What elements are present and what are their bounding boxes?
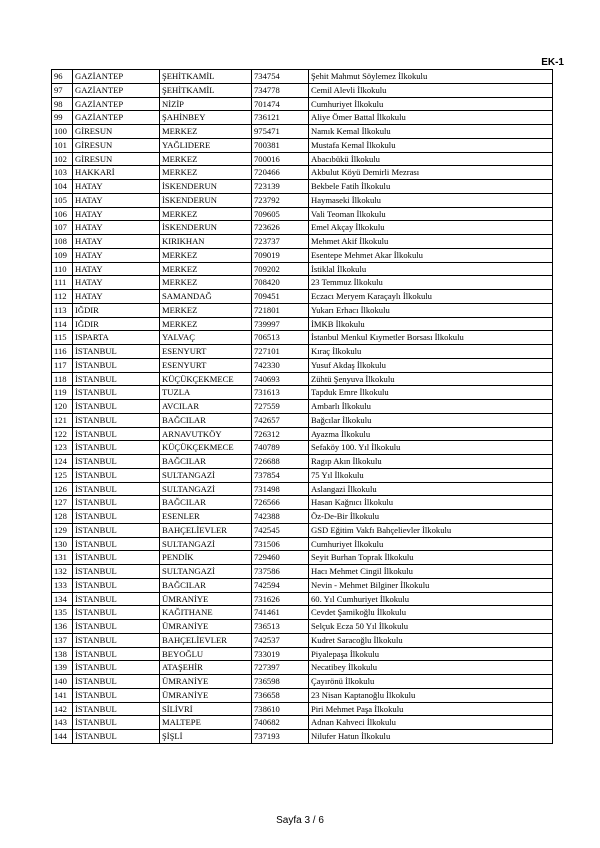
school-name-cell: Esentepe Mehmet Akar İlkokulu [309,248,553,262]
institution-code-cell: 742657 [252,413,309,427]
table-row [52,647,553,661]
school-name-cell: Emel Akçay İlkokulu [309,221,553,235]
province-cell: İSTANBUL [73,551,160,565]
province-cell: İSTANBUL [73,565,160,579]
row-number-cell: 143 [52,716,73,730]
province-cell: GİRESUN [73,138,160,152]
institution-code-cell: 729460 [252,551,309,565]
school-name-cell: Ragıp Akın İlkokulu [309,455,553,469]
school-name-cell: Kıraç İlkokulu [309,345,553,359]
province-cell: İSTANBUL [73,523,160,537]
district-cell: PENDİK [160,551,252,565]
table-row [52,578,553,592]
district-cell: İSKENDERUN [160,221,252,235]
school-name-cell: Yukarı Erhacı İlkokulu [309,303,553,317]
institution-code-cell: 720466 [252,166,309,180]
annex-label: EK-1 [541,57,564,68]
district-cell: SULTANGAZİ [160,565,252,579]
school-name-cell: Adnan Kahveci İlkokulu [309,716,553,730]
district-cell: SULTANGAZİ [160,537,252,551]
table-row [52,207,553,221]
row-number-cell: 115 [52,331,73,345]
table-row [52,276,553,290]
institution-code-cell: 727397 [252,661,309,675]
page-number: Sayfa 3 / 6 [276,815,324,826]
school-name-cell: Ayazma İlkokulu [309,427,553,441]
row-number-cell: 116 [52,345,73,359]
table-row [52,510,553,524]
school-name-cell: Nevin - Mehmet Bilginer İlkokulu [309,578,553,592]
school-name-cell: Tapduk Emre İlkokulu [309,386,553,400]
school-name-cell: Abacıbükü İlkokulu [309,152,553,166]
province-cell: İSTANBUL [73,441,160,455]
district-cell: MERKEZ [160,317,252,331]
province-cell: HATAY [73,207,160,221]
province-cell: İSTANBUL [73,675,160,689]
row-number-cell: 127 [52,496,73,510]
row-number-cell: 119 [52,386,73,400]
school-name-cell: Piri Mehmet Paşa İlkokulu [309,702,553,716]
school-name-cell: Öz-De-Bir İlkokulu [309,510,553,524]
school-name-cell: Vali Teoman İlkokulu [309,207,553,221]
district-cell: MERKEZ [160,125,252,139]
school-name-cell: Aliye Ömer Battal İlkokulu [309,111,553,125]
province-cell: İSTANBUL [73,372,160,386]
table-row [52,427,553,441]
table-row [52,70,553,84]
table-row [52,441,553,455]
row-number-cell: 96 [52,70,73,84]
province-cell: ISPARTA [73,331,160,345]
table-row [52,523,553,537]
row-number-cell: 103 [52,166,73,180]
province-cell: GAZİANTEP [73,111,160,125]
district-cell: ÜMRANİYE [160,592,252,606]
institution-code-cell: 709451 [252,290,309,304]
institution-code-cell: 734778 [252,83,309,97]
school-name-cell: Hasan Kağnıcı İlkokulu [309,496,553,510]
table-row [52,592,553,606]
school-name-cell: Necatibey İlkokulu [309,661,553,675]
table-row [52,633,553,647]
row-number-cell: 138 [52,647,73,661]
province-cell: İSTANBUL [73,468,160,482]
row-number-cell: 99 [52,111,73,125]
row-number-cell: 125 [52,468,73,482]
table-row [52,290,553,304]
table-row [52,386,553,400]
table-row [52,455,553,469]
table-row [52,716,553,730]
institution-code-cell: 740682 [252,716,309,730]
institution-code-cell: 723737 [252,235,309,249]
district-cell: YALVAÇ [160,331,252,345]
district-cell: ESENLER [160,510,252,524]
row-number-cell: 101 [52,138,73,152]
district-cell: KÜÇÜKÇEKMECE [160,441,252,455]
table-row [52,675,553,689]
district-cell: SULTANGAZİ [160,468,252,482]
table-row [52,620,553,634]
row-number-cell: 128 [52,510,73,524]
institution-code-cell: 740693 [252,372,309,386]
school-name-cell: Seyit Burhan Toprak İlkokulu [309,551,553,565]
district-cell: TUZLA [160,386,252,400]
province-cell: IĞDIR [73,303,160,317]
institution-code-cell: 727559 [252,400,309,414]
school-name-cell: 60. Yıl Cumhuriyet İlkokulu [309,592,553,606]
row-number-cell: 117 [52,358,73,372]
district-cell: ŞEHİTKAMİL [160,83,252,97]
district-cell: AVCILAR [160,400,252,414]
district-cell: İSKENDERUN [160,180,252,194]
district-cell: ESENYURT [160,358,252,372]
district-cell: ŞEHİTKAMİL [160,70,252,84]
row-number-cell: 98 [52,97,73,111]
table-row [52,221,553,235]
school-name-cell: GSD Eğitim Vakfı Bahçelievler İlkokulu [309,523,553,537]
institution-code-cell: 742537 [252,633,309,647]
table-row [52,83,553,97]
row-number-cell: 130 [52,537,73,551]
province-cell: İSTANBUL [73,661,160,675]
table-row [52,702,553,716]
province-cell: İSTANBUL [73,606,160,620]
row-number-cell: 100 [52,125,73,139]
province-cell: GİRESUN [73,152,160,166]
institution-code-cell: 731613 [252,386,309,400]
province-cell: İSTANBUL [73,358,160,372]
province-cell: HATAY [73,193,160,207]
institution-code-cell: 738610 [252,702,309,716]
province-cell: HATAY [73,235,160,249]
province-cell: İSTANBUL [73,386,160,400]
district-cell: ŞİŞLİ [160,730,252,744]
row-number-cell: 97 [52,83,73,97]
district-cell: YAĞLIDERE [160,138,252,152]
row-number-cell: 104 [52,180,73,194]
province-cell: GAZİANTEP [73,83,160,97]
school-name-cell: Cumhuriyet İlkokulu [309,537,553,551]
school-name-cell: Mehmet Akif İlkokulu [309,235,553,249]
row-number-cell: 112 [52,290,73,304]
table-row [52,166,553,180]
table-row [52,180,553,194]
institution-code-cell: 708420 [252,276,309,290]
institution-code-cell: 701474 [252,97,309,111]
district-cell: KÜÇÜKÇEKMECE [160,372,252,386]
school-name-cell: İMKB İlkokulu [309,317,553,331]
school-name-cell: Aslangazi İlkokulu [309,482,553,496]
province-cell: İSTANBUL [73,702,160,716]
row-number-cell: 107 [52,221,73,235]
row-number-cell: 131 [52,551,73,565]
table-row [52,661,553,675]
institution-code-cell: 726688 [252,455,309,469]
institution-code-cell: 737854 [252,468,309,482]
institution-code-cell: 742594 [252,578,309,592]
institution-code-cell: 706513 [252,331,309,345]
institution-code-cell: 736513 [252,620,309,634]
institution-code-cell: 723626 [252,221,309,235]
school-name-cell: Zühtü Şenyuva İlkokulu [309,372,553,386]
district-cell: SULTANGAZİ [160,482,252,496]
table-row [52,537,553,551]
row-number-cell: 133 [52,578,73,592]
district-cell: ÜMRANİYE [160,620,252,634]
school-name-cell: İstanbul Menkul Kıymetler Borsası İlkokulu [309,331,553,345]
province-cell: İSTANBUL [73,345,160,359]
row-number-cell: 141 [52,688,73,702]
province-cell: İSTANBUL [73,578,160,592]
institution-code-cell: 731626 [252,592,309,606]
province-cell: İSTANBUL [73,730,160,744]
district-cell: MALTEPE [160,716,252,730]
row-number-cell: 110 [52,262,73,276]
district-cell: BAHÇELİEVLER [160,633,252,647]
district-cell: BAĞCILAR [160,413,252,427]
school-name-cell: Haymaseki İlkokulu [309,193,553,207]
school-name-cell: Selçuk Ecza 50 Yıl İlkokulu [309,620,553,634]
table-row [52,138,553,152]
institution-code-cell: 723792 [252,193,309,207]
institution-code-cell: 709202 [252,262,309,276]
institution-code-cell: 731506 [252,537,309,551]
district-cell: İSKENDERUN [160,193,252,207]
school-name-cell: Kudret Saracoğlu İlkokulu [309,633,553,647]
school-name-cell: 23 Temmuz İlkokulu [309,276,553,290]
row-number-cell: 142 [52,702,73,716]
table-row [52,125,553,139]
row-number-cell: 137 [52,633,73,647]
table-row [52,248,553,262]
row-number-cell: 120 [52,400,73,414]
district-cell: MERKEZ [160,152,252,166]
table-row [52,152,553,166]
row-number-cell: 105 [52,193,73,207]
district-cell: ESENYURT [160,345,252,359]
district-cell: MERKEZ [160,207,252,221]
institution-code-cell: 700016 [252,152,309,166]
row-number-cell: 144 [52,730,73,744]
institution-code-cell: 739997 [252,317,309,331]
institution-code-cell: 709019 [252,248,309,262]
district-cell: MERKEZ [160,276,252,290]
province-cell: GAZİANTEP [73,97,160,111]
table-row [52,317,553,331]
province-cell: GAZİANTEP [73,70,160,84]
province-cell: İSTANBUL [73,537,160,551]
row-number-cell: 132 [52,565,73,579]
row-number-cell: 121 [52,413,73,427]
district-cell: MERKEZ [160,303,252,317]
school-name-cell: Hacı Mehmet Cingil İlkokulu [309,565,553,579]
row-number-cell: 139 [52,661,73,675]
province-cell: HATAY [73,262,160,276]
row-number-cell: 124 [52,455,73,469]
school-name-cell: Cevdet Şamikoğlu İlkokulu [309,606,553,620]
province-cell: HATAY [73,180,160,194]
province-cell: İSTANBUL [73,413,160,427]
institution-code-cell: 737193 [252,730,309,744]
institution-code-cell: 726566 [252,496,309,510]
table-row [52,358,553,372]
school-name-cell: İstiklal İlkokulu [309,262,553,276]
institution-code-cell: 736598 [252,675,309,689]
district-cell: KIRIKHAN [160,235,252,249]
institution-code-cell: 741461 [252,606,309,620]
table-row [52,111,553,125]
institution-code-cell: 737586 [252,565,309,579]
district-cell: MERKEZ [160,248,252,262]
table-row [52,730,553,744]
institution-code-cell: 721801 [252,303,309,317]
institution-code-cell: 709605 [252,207,309,221]
row-number-cell: 113 [52,303,73,317]
institution-code-cell: 742388 [252,510,309,524]
table-row [52,235,553,249]
institution-code-cell: 975471 [252,125,309,139]
district-cell: SİLİVRİ [160,702,252,716]
district-cell: NİZİP [160,97,252,111]
table-row [52,482,553,496]
table-row [52,496,553,510]
school-name-cell: 23 Nisan Kaptanoğlu İlkokulu [309,688,553,702]
row-number-cell: 135 [52,606,73,620]
province-cell: İSTANBUL [73,688,160,702]
institution-code-cell: 734754 [252,70,309,84]
row-number-cell: 140 [52,675,73,689]
province-cell: İSTANBUL [73,482,160,496]
institution-code-cell: 726312 [252,427,309,441]
province-cell: HATAY [73,290,160,304]
school-name-cell: Akbulut Köyü Demirli Mezrası [309,166,553,180]
district-cell: KAĞITHANE [160,606,252,620]
table-row [52,400,553,414]
school-name-cell: Nilufer Hatun İlkokulu [309,730,553,744]
table-row [52,193,553,207]
table-row [52,345,553,359]
district-cell: ÜMRANİYE [160,688,252,702]
district-cell: SAMANDAĞ [160,290,252,304]
institution-code-cell: 736658 [252,688,309,702]
province-cell: İSTANBUL [73,647,160,661]
province-cell: İSTANBUL [73,716,160,730]
table-row [52,468,553,482]
school-name-cell: Mustafa Kemal İlkokulu [309,138,553,152]
province-cell: İSTANBUL [73,620,160,634]
school-name-cell: Eczacı Meryem Karaçaylı İlkokulu [309,290,553,304]
province-cell: İSTANBUL [73,427,160,441]
table-row [52,97,553,111]
institution-code-cell: 740789 [252,441,309,455]
school-name-cell: Cumhuriyet İlkokulu [309,97,553,111]
institution-code-cell: 742545 [252,523,309,537]
district-cell: BAHÇELİEVLER [160,523,252,537]
school-name-cell: Cemil Alevli İlkokulu [309,83,553,97]
district-cell: ÜMRANİYE [160,675,252,689]
row-number-cell: 111 [52,276,73,290]
row-number-cell: 136 [52,620,73,634]
row-number-cell: 118 [52,372,73,386]
table-row [52,303,553,317]
row-number-cell: 102 [52,152,73,166]
district-cell: MERKEZ [160,166,252,180]
school-name-cell: Bekbele Fatih İlkokulu [309,180,553,194]
province-cell: İSTANBUL [73,592,160,606]
province-cell: İSTANBUL [73,496,160,510]
province-cell: İSTANBUL [73,400,160,414]
school-name-cell: 75 Yıl İlkokulu [309,468,553,482]
province-cell: IĞDIR [73,317,160,331]
table-row [52,606,553,620]
institution-code-cell: 742330 [252,358,309,372]
institution-code-cell: 700381 [252,138,309,152]
district-cell: ŞAHİNBEY [160,111,252,125]
district-cell: MERKEZ [160,262,252,276]
district-cell: BAĞCILAR [160,496,252,510]
row-number-cell: 109 [52,248,73,262]
province-cell: HAKKARİ [73,166,160,180]
table-row [52,688,553,702]
school-name-cell: Piyalepaşa İlkokulu [309,647,553,661]
province-cell: İSTANBUL [73,510,160,524]
school-name-cell: Yusuf Akdaş İlkokulu [309,358,553,372]
row-number-cell: 126 [52,482,73,496]
row-number-cell: 106 [52,207,73,221]
school-list-table [51,69,553,744]
table-row [52,331,553,345]
province-cell: GİRESUN [73,125,160,139]
school-name-cell: Şehit Mahmut Söylemez İlkokulu [309,70,553,84]
table-row [52,551,553,565]
province-cell: HATAY [73,276,160,290]
district-cell: BEYOĞLU [160,647,252,661]
table-row [52,262,553,276]
district-cell: BAĞCILAR [160,455,252,469]
school-name-cell: Ambarlı İlkokulu [309,400,553,414]
table-row [52,372,553,386]
institution-code-cell: 733019 [252,647,309,661]
row-number-cell: 122 [52,427,73,441]
province-cell: İSTANBUL [73,633,160,647]
institution-code-cell: 723139 [252,180,309,194]
province-cell: HATAY [73,248,160,262]
school-name-cell: Bağcılar İlkokulu [309,413,553,427]
row-number-cell: 134 [52,592,73,606]
province-cell: İSTANBUL [73,455,160,469]
row-number-cell: 129 [52,523,73,537]
institution-code-cell: 727101 [252,345,309,359]
province-cell: HATAY [73,221,160,235]
table-row [52,413,553,427]
row-number-cell: 123 [52,441,73,455]
district-cell: BAĞCILAR [160,578,252,592]
row-number-cell: 108 [52,235,73,249]
institution-code-cell: 736121 [252,111,309,125]
district-cell: ATAŞEHİR [160,661,252,675]
school-name-cell: Çayırönü İlkokulu [309,675,553,689]
institution-code-cell: 731498 [252,482,309,496]
row-number-cell: 114 [52,317,73,331]
school-name-cell: Namık Kemal İlkokulu [309,125,553,139]
school-name-cell: Sefaköy 100. Yıl İlkokulu [309,441,553,455]
district-cell: ARNAVUTKÖY [160,427,252,441]
table-row [52,565,553,579]
